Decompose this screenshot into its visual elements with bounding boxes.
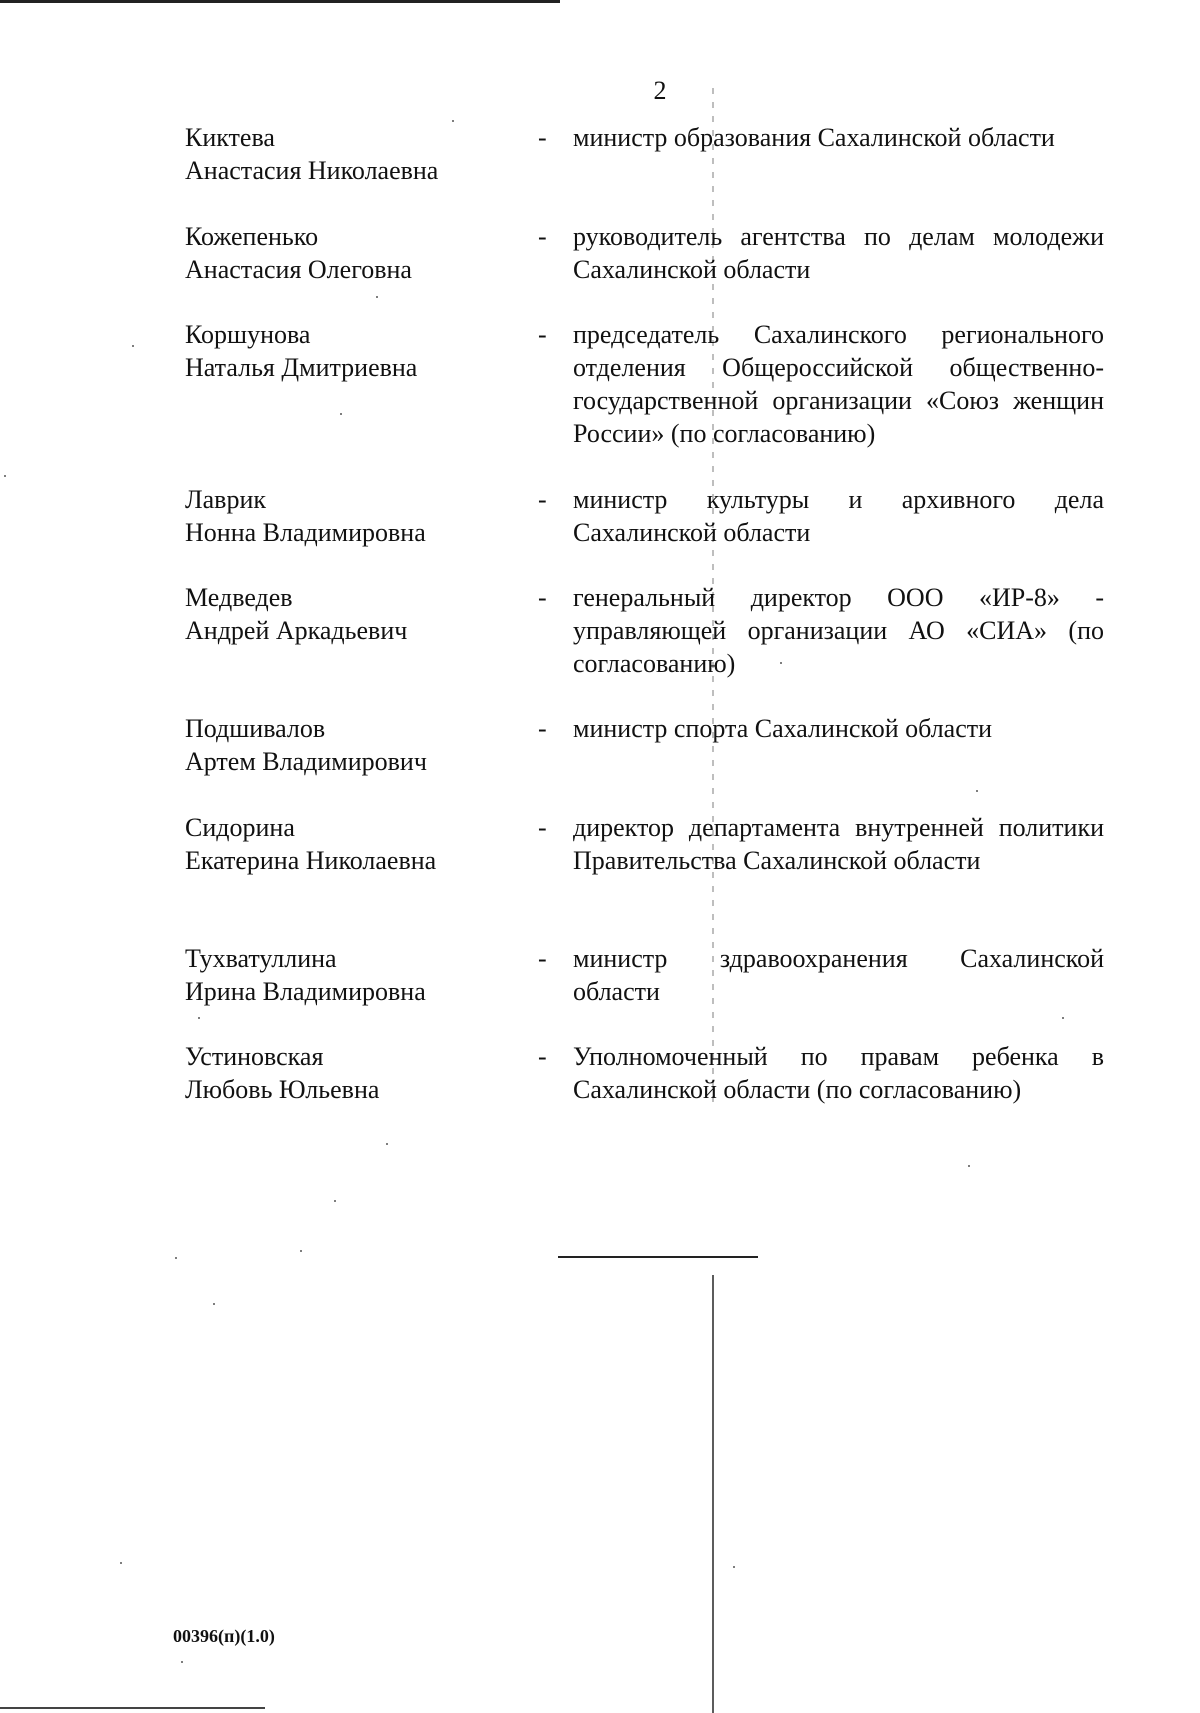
scan-speck [1062,1017,1064,1019]
member-role: министр здравоохранения Сахалинской области [573,944,1104,1006]
member-given-names: Ирина Владимировна [185,977,426,1006]
member-dash: - [538,222,547,251]
member-surname: Коршунова [185,320,311,349]
member-full-name [185,712,515,778]
member-role: министр образования Сахалинской области [573,123,1055,152]
page-number: 2 [653,76,667,105]
member-full-name [185,220,515,286]
member-dash: - [538,714,547,743]
scan-speck [175,1257,177,1259]
scan-speck [4,475,6,477]
member-role: генеральный директор ООО «ИР-8» - управляющей организации АО «СИА» (по согласованию) [573,583,1104,678]
member-given-names: Екатерина Николаевна [185,846,437,875]
member-given-names: Андрей Аркадьевич [185,616,408,645]
member-role: руководитель агентства по делам молодежи Сахалинской области [573,222,1104,284]
scan-speck [340,413,342,415]
member-given-names: Анастасия Николаевна [185,156,439,185]
member-surname: Тухватуллина [185,944,337,973]
member-given-names: Любовь Юльевна [185,1075,380,1104]
scan-bottom-edge-line [0,1707,265,1709]
member-full-name [185,318,515,384]
scan-speck [376,296,378,298]
member-full-name [185,581,515,647]
member-given-names: Анастасия Олеговна [185,255,412,284]
member-surname: Медведев [185,583,293,612]
member-surname: Подшивалов [185,714,326,743]
member-full-name [185,483,515,549]
member-full-name [185,121,515,187]
member-surname: Устиновская [185,1042,324,1071]
member-given-names: Нонна Владимировна [185,518,426,547]
member-surname: Киктева [185,123,275,152]
member-role: министр культуры и архивного дела Сахалинской области [573,485,1104,547]
member-surname: Сидорина [185,813,295,842]
scan-speck [976,790,978,792]
member-role: директор департамента внутренней политики Правительства Сахалинской области [573,813,1104,875]
scan-speck [132,345,134,347]
scan-fold-line-lower [712,1275,714,1713]
scan-speck [386,1143,388,1145]
member-role: председатель Сахалинского регионального отделения Общероссийской общественно-государственной организации «Союз женщин России» (по согласованию) [573,320,1104,448]
member-given-names: Артем Владимирович [185,747,427,776]
scan-speck [334,1200,336,1202]
member-dash: - [538,813,547,842]
scan-speck [198,1017,200,1019]
member-role: министр спорта Сахалинской области [573,714,993,743]
document-code: 00396(п)(1.0) [173,1626,275,1646]
scan-speck [120,1562,122,1564]
scan-speck [181,1661,183,1663]
member-dash: - [538,485,547,514]
scan-top-edge-line [0,0,560,3]
member-surname: Лаврик [185,485,266,514]
scan-speck [300,1250,302,1252]
member-full-name [185,942,515,1008]
scan-speck [733,1566,735,1568]
member-full-name [185,1040,515,1106]
member-full-name [185,811,515,877]
scan-speck [213,1303,215,1305]
member-role: Уполномоченный по правам ребенка в Сахалинской области (по согласованию) [573,1042,1104,1104]
member-dash: - [538,123,547,152]
member-dash: - [538,583,547,612]
member-given-names: Наталья Дмитриевна [185,353,418,382]
member-surname: Кожепенько [185,222,319,251]
member-dash: - [538,1042,547,1071]
closing-rule [558,1256,758,1258]
member-dash: - [538,320,547,349]
scan-speck [968,1165,970,1167]
member-dash: - [538,944,547,973]
